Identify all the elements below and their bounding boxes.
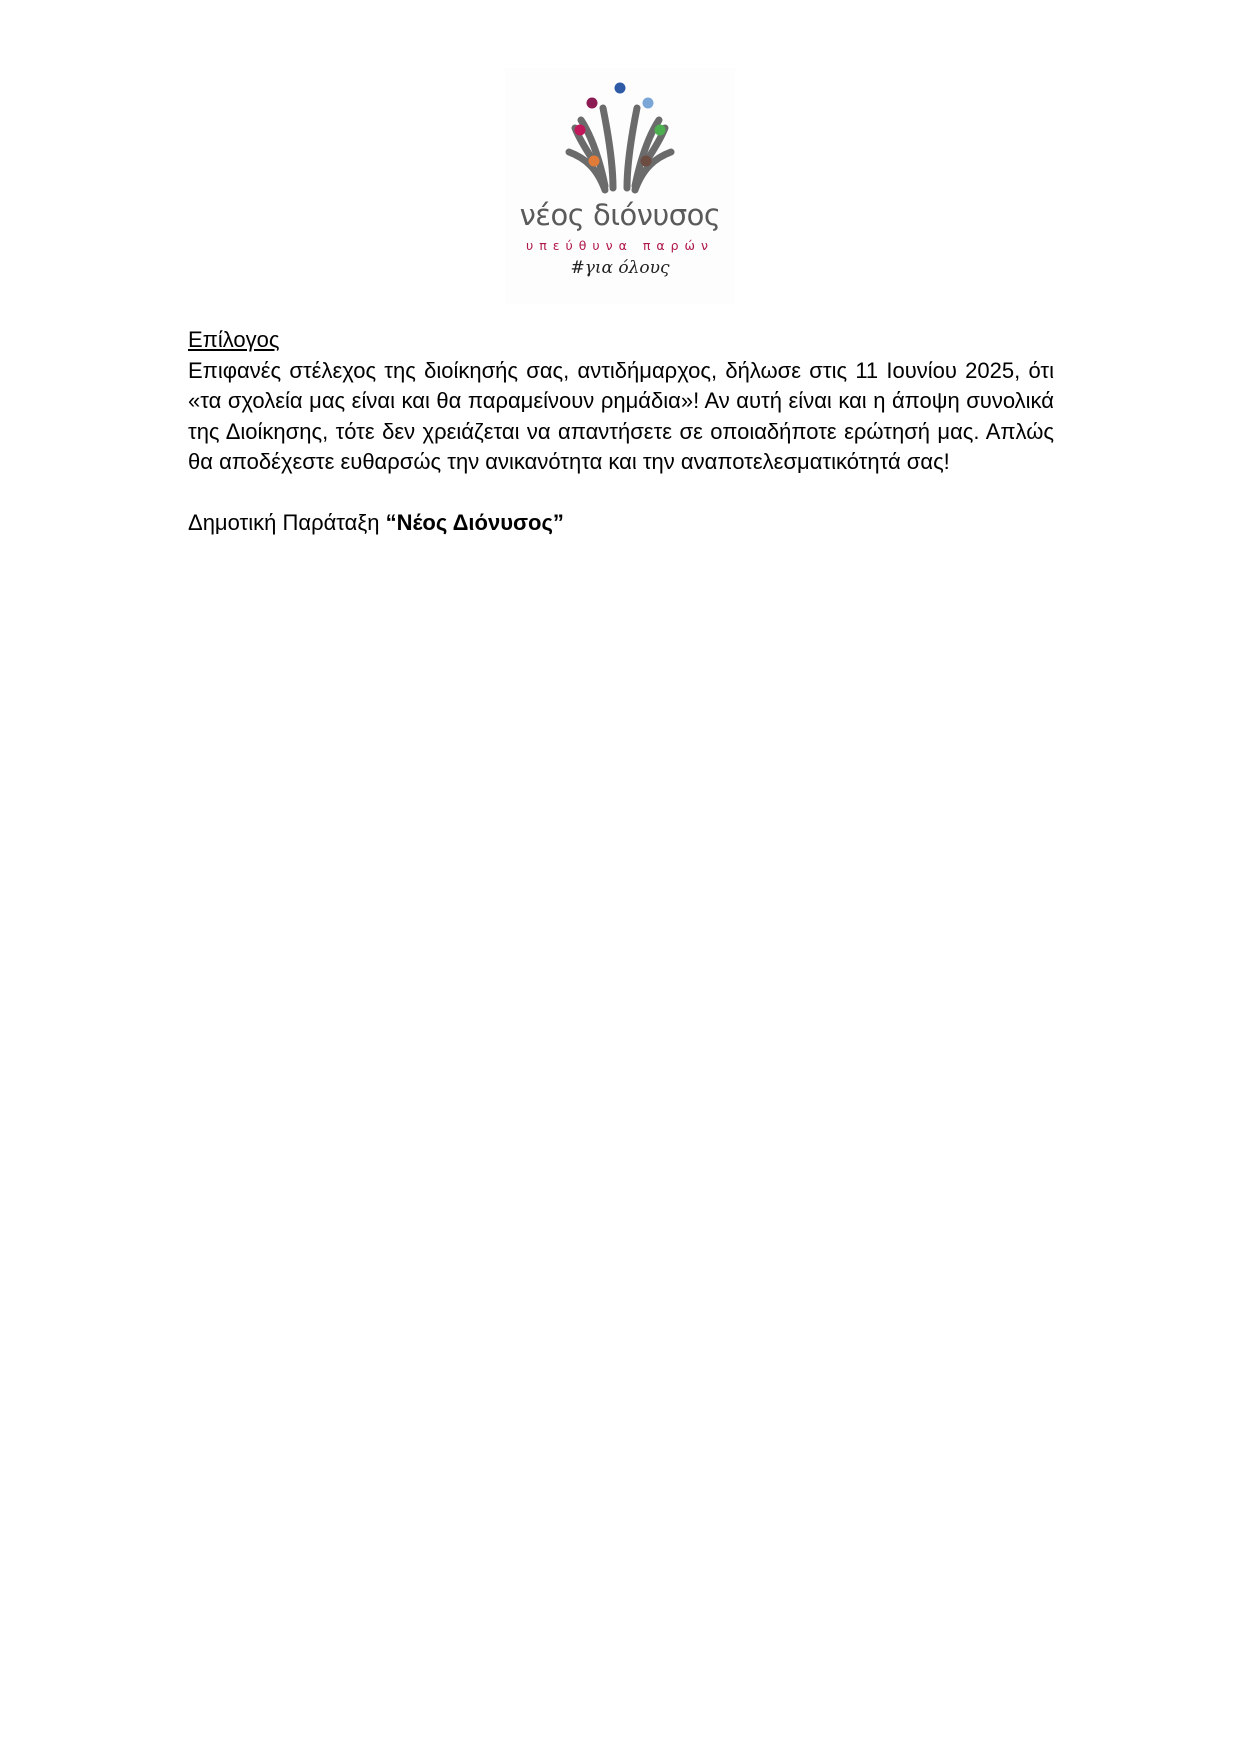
signature [188,508,1054,539]
dot-magenta [575,125,586,136]
dot-green [655,125,666,136]
dot-lightblue [643,98,654,109]
logo-tagline: υπεύθυνα παρών [526,238,714,253]
body-paragraph: Επιφανές στέλεχος της διοίκησής σας, αντιδήμαρχος, δήλωσε στις 11 Ιουνίου 2025, ότι «τα σχολεία μας είναι και θα παραμείνουν ρημάδια»! Αν αυτή είναι και η άποψη συνολικά της Διοίκησης, τότε δεν χρειάζεται να απαντήσετε σε οποιαδήποτε ερώτησή μας. Απλώς θα αποδέχεστε ευθαρσώς την ανικανότητα και την αναποτελεσματικότητά σας! [188,357,1054,474]
dot-brown [641,156,652,167]
logo-hashtag: #για όλους [570,258,670,278]
signature-prefix: Δημοτική Παράταξη [188,509,380,535]
logo-name: νέος διόνυσος [519,198,721,232]
signature-name: “Νέος Διόνυσος” [385,509,564,535]
dot-orange [589,156,600,167]
dot-purple [587,98,598,109]
dot-blue [615,83,626,94]
tree-icon [505,68,735,208]
document-body [188,325,1054,538]
logo [505,68,735,304]
section-heading: Επίλογος [188,327,280,352]
